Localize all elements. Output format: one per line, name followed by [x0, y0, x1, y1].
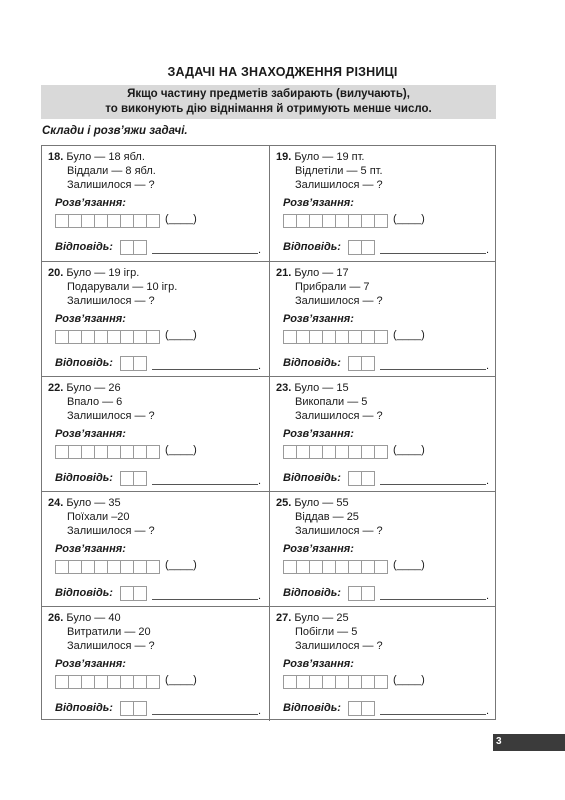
solution-label: Розв’язання:	[283, 197, 354, 209]
rule-line-2: то виконують дію віднімання й отримують менше число.	[105, 102, 432, 115]
page-number-bar	[493, 734, 565, 751]
solution-label: Розв’язання:	[55, 313, 126, 325]
unit-parentheses: (____)	[165, 329, 197, 341]
answer-line[interactable]	[152, 253, 258, 254]
answer-dot: .	[486, 590, 490, 602]
problem-was: Було — 18 ябл.	[66, 151, 145, 163]
problem-remaining: Залишилося — ?	[67, 179, 155, 191]
solution-label: Розв’язання:	[55, 428, 126, 440]
answer-boxes[interactable]	[120, 356, 146, 371]
answer-label: Відповідь:	[55, 357, 113, 369]
solution-label: Розв’язання:	[283, 543, 354, 555]
instruction: Склади і розв’яжи задачі.	[42, 125, 188, 137]
answer-boxes[interactable]	[120, 240, 146, 255]
problem-card	[42, 606, 269, 721]
problem-first-line	[276, 612, 349, 624]
unit-parentheses: (____)	[165, 213, 197, 225]
answer-label: Відповідь:	[283, 357, 341, 369]
solution-boxes[interactable]	[283, 330, 387, 344]
problem-card	[269, 491, 496, 606]
unit-parentheses: (____)	[393, 559, 425, 571]
answer-line[interactable]	[380, 253, 486, 254]
problem-first-line	[48, 612, 121, 624]
problem-was: Було — 26	[66, 382, 121, 394]
problems-grid	[41, 145, 496, 720]
solution-boxes[interactable]	[283, 214, 387, 228]
solution-label: Розв’язання:	[283, 428, 354, 440]
problem-number: 23.	[276, 382, 292, 394]
answer-line[interactable]	[380, 369, 486, 370]
problem-number: 27.	[276, 612, 292, 624]
problem-was: Було — 17	[294, 267, 349, 279]
problem-card	[42, 491, 269, 606]
answer-label: Відповідь:	[55, 241, 113, 253]
problem-first-line	[276, 497, 349, 509]
problem-card	[42, 146, 269, 261]
problem-action: Впало — 6	[67, 396, 123, 408]
problem-remaining: Залишилося — ?	[295, 640, 383, 652]
answer-boxes[interactable]	[120, 701, 146, 716]
unit-parentheses: (____)	[393, 444, 425, 456]
solution-boxes[interactable]	[55, 330, 159, 344]
solution-label: Розв’язання:	[55, 543, 126, 555]
problem-remaining: Залишилося — ?	[67, 525, 155, 537]
problem-number: 21.	[276, 267, 292, 279]
problem-action: Витратили — 20	[67, 626, 151, 638]
answer-label: Відповідь:	[283, 587, 341, 599]
problem-action: Віддав — 25	[295, 511, 359, 523]
answer-line[interactable]	[152, 369, 258, 370]
answer-label: Відповідь:	[283, 241, 341, 253]
problem-action: Побігли — 5	[295, 626, 358, 638]
problem-action: Відлетіли — 5 пт.	[295, 165, 383, 177]
solution-boxes[interactable]	[55, 675, 159, 689]
problem-was: Було — 19 ігр.	[66, 267, 140, 279]
answer-dot: .	[258, 244, 262, 256]
problem-card	[42, 376, 269, 491]
problem-remaining: Залишилося — ?	[295, 525, 383, 537]
solution-boxes[interactable]	[283, 675, 387, 689]
problem-number: 25.	[276, 497, 292, 509]
answer-line[interactable]	[152, 599, 258, 600]
solution-label: Розв’язання:	[55, 658, 126, 670]
answer-dot: .	[258, 705, 262, 717]
problem-card	[269, 146, 496, 261]
unit-parentheses: (____)	[393, 329, 425, 341]
problem-number: 19.	[276, 151, 292, 163]
problem-action: Поїхали –20	[67, 511, 130, 523]
problem-action: Викопали — 5	[295, 396, 368, 408]
problem-was: Було — 35	[66, 497, 121, 509]
problem-card	[269, 261, 496, 376]
solution-label: Розв’язання:	[283, 658, 354, 670]
rule-line-1: Якщо частину предметів забирають (вилучають),	[127, 88, 410, 100]
problem-first-line	[48, 497, 121, 509]
solution-boxes[interactable]	[283, 560, 387, 574]
problem-remaining: Залишилося — ?	[67, 410, 155, 422]
problem-action: Віддали — 8 ябл.	[67, 165, 156, 177]
problem-was: Було — 19 пт.	[294, 151, 365, 163]
solution-boxes[interactable]	[55, 560, 159, 574]
problem-first-line	[276, 267, 349, 279]
unit-parentheses: (____)	[165, 559, 197, 571]
answer-label: Відповідь:	[55, 472, 113, 484]
answer-line[interactable]	[380, 714, 486, 715]
problem-remaining: Залишилося — ?	[295, 295, 383, 307]
unit-parentheses: (____)	[165, 674, 197, 686]
answer-line[interactable]	[380, 484, 486, 485]
problem-was: Було — 55	[294, 497, 349, 509]
problem-number: 18.	[48, 151, 64, 163]
answer-boxes[interactable]	[348, 356, 374, 371]
problem-card	[269, 376, 496, 491]
problem-remaining: Залишилося — ?	[295, 410, 383, 422]
answer-dot: .	[486, 360, 490, 372]
problem-remaining: Залишилося — ?	[67, 295, 155, 307]
rule-box	[41, 85, 496, 119]
answer-line[interactable]	[152, 714, 258, 715]
unit-parentheses: (____)	[393, 674, 425, 686]
answer-boxes[interactable]	[120, 471, 146, 486]
answer-dot: .	[486, 475, 490, 487]
problem-was: Було — 25	[294, 612, 349, 624]
problem-first-line	[276, 382, 349, 394]
answer-dot: .	[486, 244, 490, 256]
answer-boxes[interactable]	[348, 471, 374, 486]
page-number: 3	[496, 736, 502, 747]
answer-dot: .	[258, 360, 262, 372]
answer-dot: .	[486, 705, 490, 717]
solution-label: Розв’язання:	[55, 197, 126, 209]
problem-card	[42, 261, 269, 376]
page-title: ЗАДАЧІ НА ЗНАХОДЖЕННЯ РІЗНИЦІ	[167, 65, 398, 79]
problem-was: Було — 15	[294, 382, 349, 394]
answer-dot: .	[258, 475, 262, 487]
problem-number: 26.	[48, 612, 64, 624]
solution-boxes[interactable]	[283, 445, 387, 459]
unit-parentheses: (____)	[393, 213, 425, 225]
answer-dot: .	[258, 590, 262, 602]
answer-boxes[interactable]	[348, 240, 374, 255]
answer-label: Відповідь:	[283, 472, 341, 484]
problem-number: 24.	[48, 497, 64, 509]
problem-card	[269, 606, 496, 721]
answer-label: Відповідь:	[283, 702, 341, 714]
answer-label: Відповідь:	[55, 702, 113, 714]
problem-first-line	[276, 151, 365, 163]
problem-first-line	[48, 382, 121, 394]
answer-boxes[interactable]	[120, 586, 146, 601]
unit-parentheses: (____)	[165, 444, 197, 456]
answer-line[interactable]	[152, 484, 258, 485]
problem-first-line	[48, 267, 139, 279]
problem-remaining: Залишилося — ?	[67, 640, 155, 652]
answer-label: Відповідь:	[55, 587, 113, 599]
answer-boxes[interactable]	[348, 701, 374, 716]
solution-boxes[interactable]	[55, 214, 159, 228]
solution-label: Розв’язання:	[283, 313, 354, 325]
answer-line[interactable]	[380, 599, 486, 600]
solution-boxes[interactable]	[55, 445, 159, 459]
problem-was: Було — 40	[66, 612, 121, 624]
problem-number: 22.	[48, 382, 64, 394]
problem-first-line	[48, 151, 145, 163]
problem-number: 20.	[48, 267, 64, 279]
problem-action: Подарували — 10 ігр.	[67, 281, 178, 293]
problem-remaining: Залишилося — ?	[295, 179, 383, 191]
answer-boxes[interactable]	[348, 586, 374, 601]
problem-action: Прибрали — 7	[295, 281, 370, 293]
